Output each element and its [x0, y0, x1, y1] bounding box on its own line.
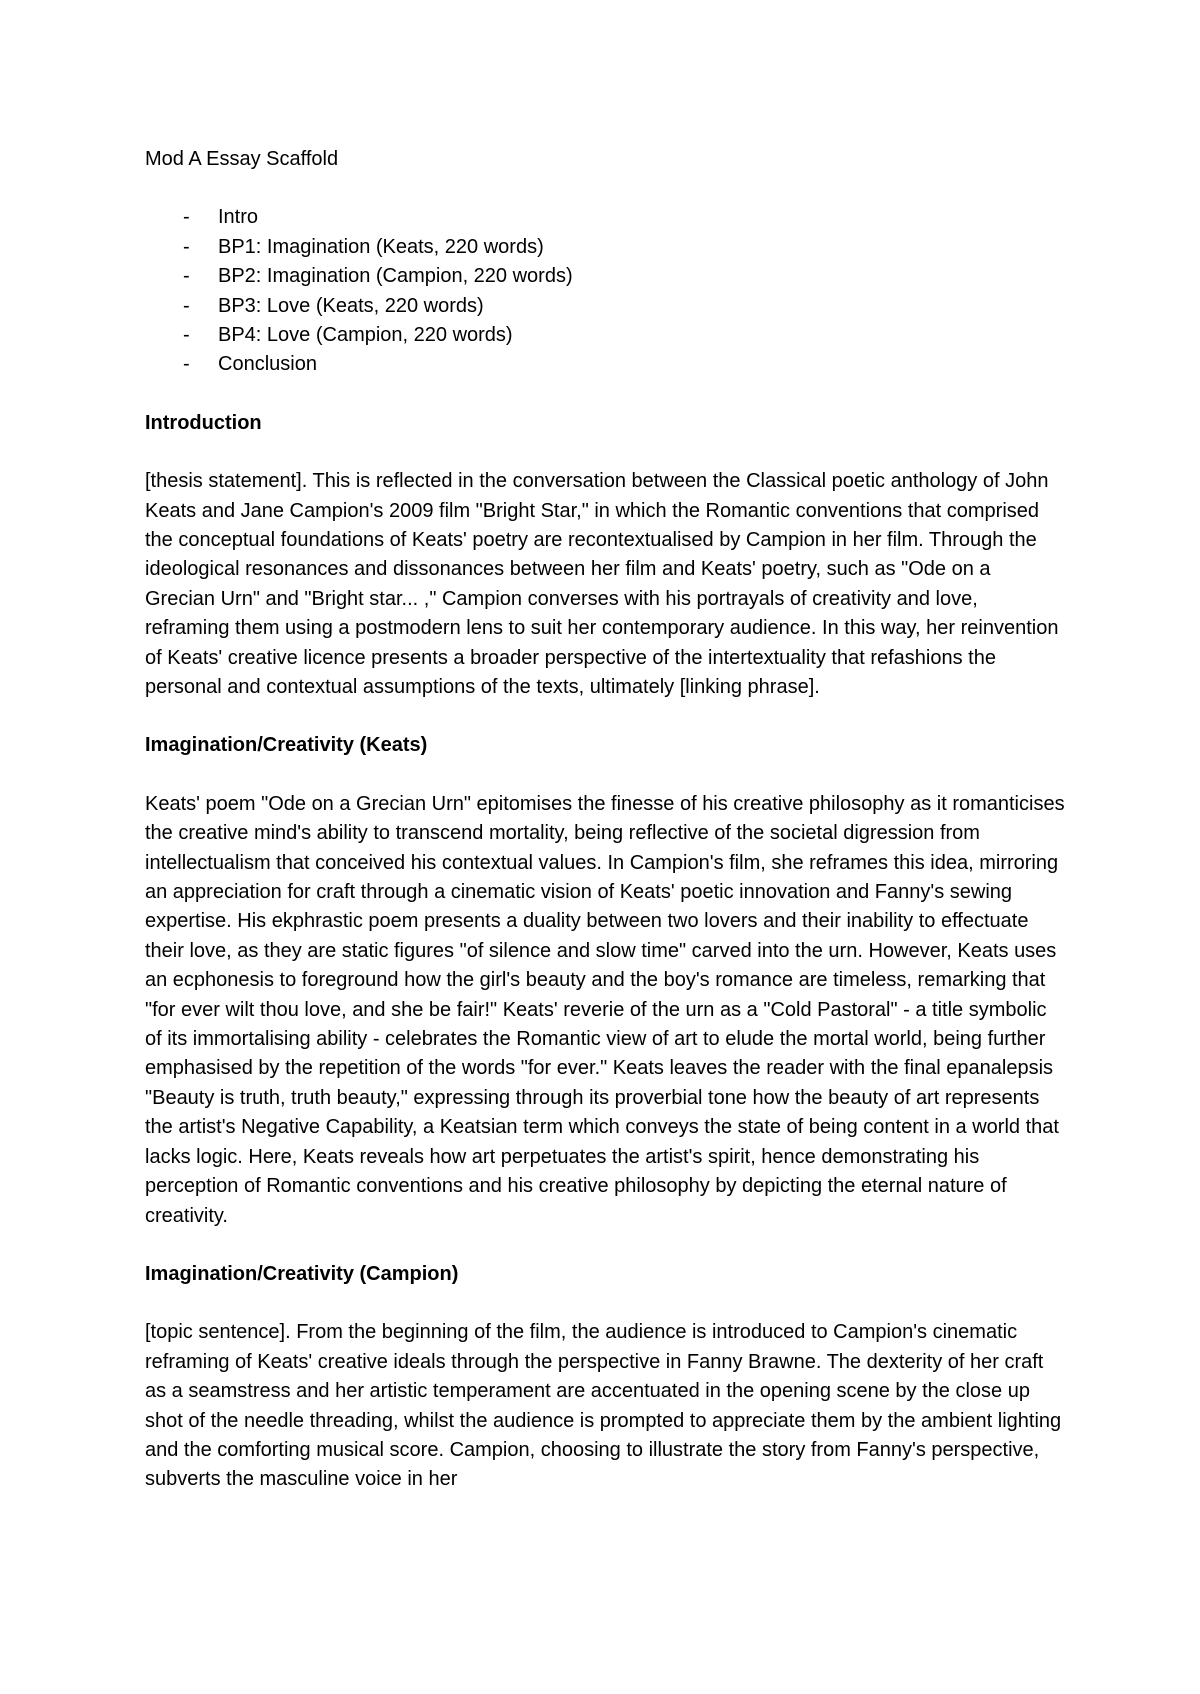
- outline-item-label: BP3: Love (Keats, 220 words): [218, 294, 484, 317]
- document-title: Mod A Essay Scaffold: [145, 148, 339, 170]
- bullet-dash: -: [183, 353, 190, 376]
- bullet-dash: -: [183, 235, 190, 258]
- outline-item-label: BP4: Love (Campion, 220 words): [218, 323, 513, 346]
- document-page: [145, 145, 1065, 1524]
- outline-item: [145, 292, 1065, 321]
- section-heading-introduction: Introduction: [145, 411, 262, 434]
- bullet-dash: -: [183, 294, 190, 317]
- outline-item: [145, 321, 1065, 350]
- essay-outline-list: [145, 203, 1065, 379]
- outline-item-label: Intro: [218, 206, 259, 229]
- outline-item: [145, 233, 1065, 262]
- outline-item-label: BP2: Imagination (Campion, 220 words): [218, 265, 573, 288]
- bullet-dash: -: [183, 323, 190, 346]
- bullet-dash: -: [183, 206, 190, 229]
- outline-item: [145, 262, 1065, 291]
- outline-item: [145, 350, 1065, 379]
- introduction-paragraph: [thesis statement]. This is reflected in the conversation between the Classical poetic anthology of John Keats and Jane Campion's 2009 film "Bright Star," in which the Romantic conventions that comprised the conceptual foundations of Keats' poetry are recontextualised by Campion in her film. Through the ideological resonances and dissonances between her film and Keats' poetry, such as "Ode on a Grecian Urn" and "Bright star... ," Campion converses with his portrayals of creativity and love, reframing them using a postmodern lens to suit her contemporary audience. In this way, her reinvention of Keats' creative licence presents a broader perspective of the intertextuality that refashions the personal and contextual assumptions of the texts, ultimately [linking phrase].: [145, 470, 1059, 698]
- section-heading-imagination-campion: Imagination/Creativity (Campion): [145, 1262, 459, 1285]
- outline-item: [145, 203, 1065, 232]
- outline-item-label: Conclusion: [218, 353, 317, 376]
- section-heading-imagination-keats: Imagination/Creativity (Keats): [145, 734, 428, 757]
- outline-item-label: BP1: Imagination (Keats, 220 words): [218, 235, 544, 258]
- bullet-dash: -: [183, 265, 190, 288]
- imagination-keats-paragraph: Keats' poem "Ode on a Grecian Urn" epitomises the finesse of his creative philosophy as it romanticises the creative mind's ability to transcend mortality, being reflective of the societal digression from intellectualism that conceived his contextual values. In Campion's film, she reframes this idea, mirroring an appreciation for craft through a cinematic vision of Keats' poetic innovation and Fanny's sewing expertise. His ekphrastic poem presents a duality between two lovers and their inability to effectuate their love, as they are static figures "of silence and slow time" carved into the urn. However, Keats uses an ecphonesis to foreground how the girl's beauty and the boy's romance are timeless, remarking that "for ever wilt thou love, and she be fair!" Keats' reverie of the urn as a "Cold Pastoral" - a title symbolic of its immortalising ability - celebrates the Romantic view of art to elude the mortal world, being further emphasised by the repetition of the words "for ever." Keats leaves the reader with the final epanalepsis "Beauty is truth, truth beauty," expressing through its proverbial tone how the beauty of art represents the artist's Negative Capability, a Keatsian term which conveys the state of being content in a world that lacks logic. Here, Keats reveals how art perpetuates the artist's spirit, hence demonstrating his perception of Romantic conventions and his creative philosophy by depicting the eternal nature of creativity.: [145, 792, 1065, 1227]
- imagination-campion-paragraph: [topic sentence]. From the beginning of the film, the audience is introduced to Campion's cinematic reframing of Keats' creative ideals through the perspective in Fanny Brawne. The dexterity of her craft as a seamstress and her artistic temperament are accentuated in the opening scene by the close up shot of the needle threading, whilst the audience is prompted to appreciate them by the ambient lighting and the comforting musical score. Campion, choosing to illustrate the story from Fanny's perspective, subverts the masculine voice in her: [145, 1321, 1062, 1491]
